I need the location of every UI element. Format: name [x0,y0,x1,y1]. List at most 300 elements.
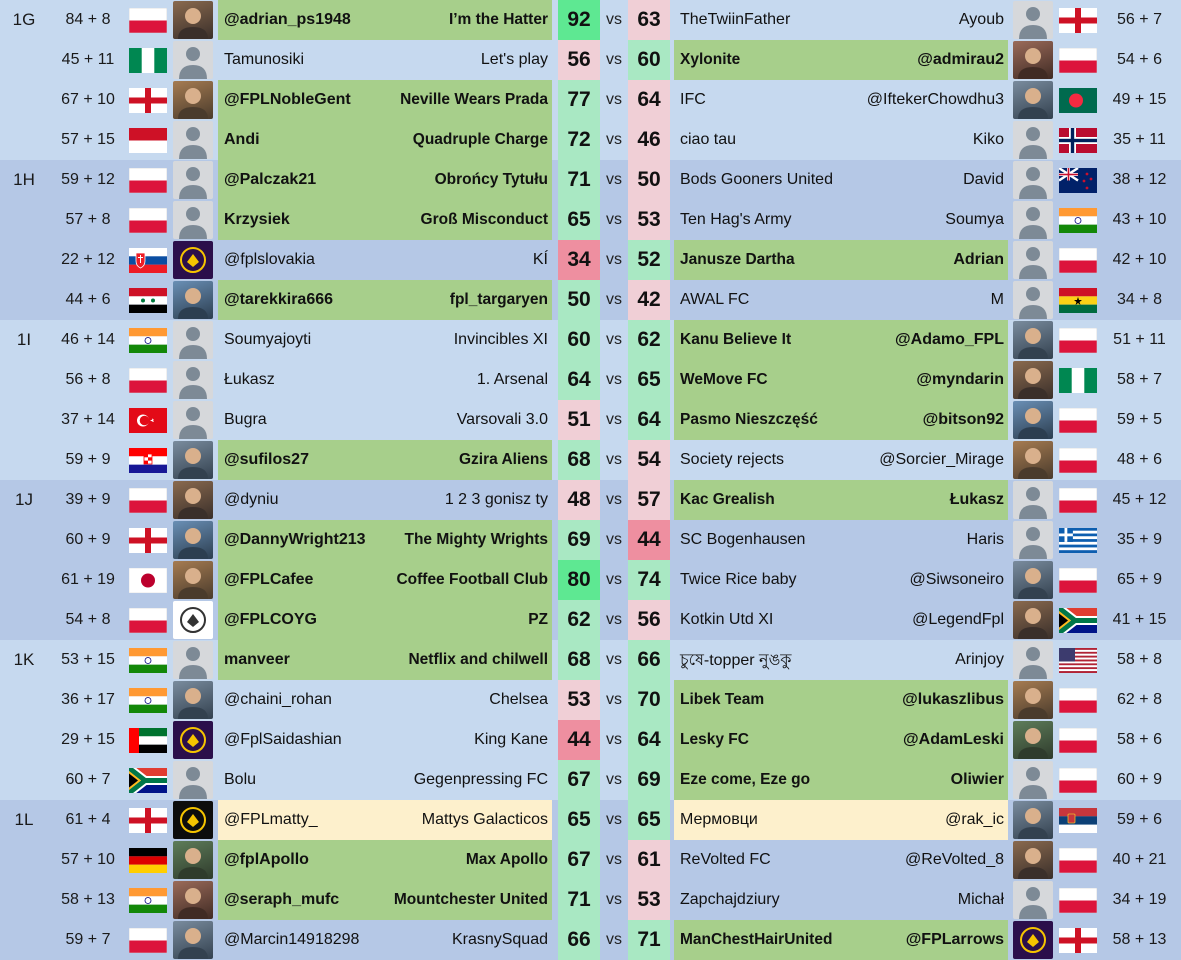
left-entry[interactable] [218,40,552,80]
right-score-value: 74 [637,568,661,591]
right-entry[interactable] [674,800,1008,840]
right-flag-poland-icon [1058,40,1098,80]
match-row [0,920,1181,960]
vs-label [600,240,628,280]
left-flag-poland-icon [128,360,168,400]
left-entry[interactable] [218,600,552,640]
left-points-value: 59 + 12 [61,171,115,188]
vs-text: vs [606,291,622,308]
right-score-value: 62 [637,328,661,351]
right-default-avatar-icon [1012,760,1054,800]
right-score [628,120,670,160]
left-points [48,480,128,520]
right-team-name: Libek Team [680,691,765,708]
right-entry[interactable] [674,400,1008,440]
left-points-value: 54 + 8 [65,611,111,628]
left-team-name: King Kane [474,731,548,748]
left-points [48,40,128,80]
right-entry[interactable] [674,0,1008,40]
left-photo-icon [172,680,214,720]
right-points-value: 34 + 19 [1112,891,1167,908]
right-flag-usa-icon [1058,640,1098,680]
right-entry[interactable] [674,720,1008,760]
group-label [0,40,48,80]
left-entry[interactable] [218,160,552,200]
right-manager-name: @LegendFpl [912,611,1004,628]
right-entry[interactable] [674,560,1008,600]
group-label [0,880,48,920]
right-manager-name: @ReVolted_8 [905,851,1004,868]
right-manager-name: @admirau2 [917,51,1004,68]
left-manager-name: @Marcin14918298 [224,931,360,948]
vs-text: vs [606,891,622,908]
left-entry[interactable] [218,560,552,600]
left-points [48,680,128,720]
vs-text: vs [606,251,622,268]
right-score [628,880,670,920]
right-team-name: Twice Rice baby [680,571,797,588]
left-score-value: 67 [567,848,591,871]
right-flag-norway-icon [1058,120,1098,160]
left-default-avatar-icon [172,320,214,360]
right-team-name: চুষে-topper নুঙকু [680,651,792,669]
left-points-value: 67 + 10 [61,91,115,108]
left-manager-name: @dyniu [224,491,279,508]
right-points-value: 59 + 5 [1117,411,1162,428]
left-entry[interactable] [218,400,552,440]
right-entry[interactable] [674,680,1008,720]
right-manager-name: @Sorcier_Mirage [879,451,1004,468]
left-points [48,640,128,680]
right-score [628,840,670,880]
right-points [1098,360,1181,400]
left-entry[interactable] [218,0,552,40]
right-points [1098,40,1181,80]
vs-text: vs [606,451,622,468]
match-row [0,760,1181,800]
left-points-value: 57 + 8 [65,211,111,228]
left-score-value: 66 [567,928,591,951]
left-score-value: 65 [567,808,591,831]
left-score-value: 92 [567,8,591,31]
right-points-value: 49 + 15 [1112,91,1167,108]
right-score-value: 64 [637,88,661,111]
left-score [558,120,600,160]
left-flag-indonesia-icon [128,120,168,160]
vs-text: vs [606,171,622,188]
right-points [1098,920,1181,960]
left-logo-icon [172,720,214,760]
right-team-name: Kanu Believe It [680,331,792,348]
right-points [1098,200,1181,240]
right-points-value: 41 + 15 [1112,611,1167,628]
right-points-value: 35 + 11 [1113,131,1166,148]
left-score-value: 71 [567,888,591,911]
left-team-name: Gegenpressing FC [413,771,548,788]
right-team-name: Kac Grealish [680,491,775,508]
right-score-value: 52 [637,248,661,271]
right-score-value: 53 [637,888,661,911]
right-team-name: IFC [680,91,706,108]
right-logo-icon [1012,920,1054,960]
match-row [0,840,1181,880]
group-label [0,800,48,840]
left-entry[interactable] [218,880,552,920]
left-manager-name: Krzysiek [224,211,290,228]
group-label [0,320,48,360]
right-entry[interactable] [674,280,1008,320]
right-flag-bangladesh-icon [1058,80,1098,120]
left-photo-icon [172,480,214,520]
match-row [0,400,1181,440]
right-entry[interactable] [674,200,1008,240]
group-label [0,280,48,320]
left-entry[interactable] [218,120,552,160]
left-score-value: 69 [567,528,591,551]
vs-label [600,600,628,640]
left-entry[interactable] [218,80,552,120]
vs-label [600,640,628,680]
left-photo-icon [172,0,214,40]
left-flag-india-icon [128,640,168,680]
right-points [1098,120,1181,160]
group-label [0,360,48,400]
right-flag-serbia-icon [1058,800,1098,840]
right-entry[interactable] [674,920,1008,960]
left-team-name: Max Apollo [465,851,548,868]
left-points [48,280,128,320]
right-score [628,40,670,80]
right-team-name: ciao tau [680,131,737,148]
vs-label [600,40,628,80]
right-score-value: 70 [637,688,661,711]
right-manager-name: @rak_ic [945,811,1004,828]
right-entry[interactable] [674,760,1008,800]
group-label [0,600,48,640]
right-flag-poland-icon [1058,240,1098,280]
group-label [0,920,48,960]
right-entry[interactable] [674,480,1008,520]
left-entry[interactable] [218,760,552,800]
left-team-name: KrasnySquad [451,931,548,948]
match-row [0,640,1181,680]
left-score [558,160,600,200]
left-entry[interactable] [218,640,552,680]
match-row [0,880,1181,920]
vs-text: vs [606,731,622,748]
right-default-avatar-icon [1012,160,1054,200]
left-team-name: Obrońcy Tytułu [434,171,548,188]
left-manager-name: Tamunosiki [224,51,305,68]
right-team-name: Мермовци [680,811,758,828]
left-points [48,760,128,800]
right-default-avatar-icon [1012,120,1054,160]
left-manager-name: @FplSaidashian [224,731,342,748]
left-score-value: 71 [567,168,591,191]
left-manager-name: manveer [224,651,290,668]
vs-text: vs [606,571,622,588]
right-entry[interactable] [674,120,1008,160]
vs-label [600,280,628,320]
right-team-name: AWAL FC [680,291,750,308]
left-points-value: 58 + 13 [61,891,115,908]
group-name: 1H [13,170,35,189]
left-flag-turkey-icon [128,400,168,440]
left-score-value: 77 [567,88,591,111]
right-manager-name: Soumya [945,211,1004,228]
left-points-value: 22 + 12 [61,251,115,268]
right-manager-name: @Siwsoneiro [909,571,1004,588]
left-score-value: 67 [567,768,591,791]
right-team-name: Lesky FC [680,731,749,748]
left-score [558,680,600,720]
right-points-value: 59 + 6 [1117,811,1162,828]
left-points-value: 61 + 19 [61,571,115,588]
left-score-value: 53 [567,688,591,711]
right-points-value: 58 + 8 [1117,651,1162,668]
right-entry[interactable] [674,240,1008,280]
right-entry[interactable] [674,40,1008,80]
right-team-name: TheTwiinFather [680,11,791,28]
right-score-value: 46 [637,128,661,151]
left-manager-name: @sufilos27 [224,451,309,468]
right-entry[interactable] [674,160,1008,200]
right-points [1098,840,1181,880]
left-entry[interactable] [218,440,552,480]
left-team-name: Coffee Football Club [396,571,548,588]
right-manager-name: @IftekerChowdhu3 [866,91,1004,108]
vs-text: vs [606,691,622,708]
right-points-value: 62 + 8 [1117,691,1162,708]
left-entry[interactable] [218,360,552,400]
left-team-name: 1. Arsenal [476,371,548,388]
right-entry[interactable] [674,320,1008,360]
right-flag-poland-icon [1058,480,1098,520]
right-score [628,600,670,640]
left-points [48,440,128,480]
right-points-value: 43 + 10 [1112,211,1167,228]
right-points [1098,600,1181,640]
left-points-value: 61 + 4 [65,811,111,828]
left-points-value: 84 + 8 [65,11,111,28]
left-flag-india-icon [128,880,168,920]
left-default-avatar-icon [172,400,214,440]
right-default-avatar-icon [1012,640,1054,680]
vs-label [600,880,628,920]
left-score-value: 68 [567,648,591,671]
vs-label [600,0,628,40]
left-points-value: 59 + 7 [65,931,111,948]
left-score-value: 80 [567,568,591,591]
vs-text: vs [606,91,622,108]
left-score [558,760,600,800]
left-score-value: 60 [567,328,591,351]
group-name: 1G [12,10,36,29]
left-photo-icon [172,80,214,120]
right-points-value: 58 + 13 [1112,931,1167,948]
left-photo-icon [172,840,214,880]
right-score-value: 71 [637,928,661,951]
left-default-avatar-icon [172,200,214,240]
right-default-avatar-icon [1012,240,1054,280]
right-points [1098,160,1181,200]
left-team-name: The Mighty Wrights [404,531,548,548]
right-score-value: 63 [637,8,661,31]
left-flag-england-icon [128,80,168,120]
right-team-name: Ten Hag's Army [680,211,792,228]
right-manager-name: @myndarin [916,371,1004,388]
left-score-value: 62 [567,608,591,631]
right-entry[interactable] [674,440,1008,480]
left-manager-name: @Palczak21 [224,171,317,188]
left-team-name: Let's play [480,51,548,68]
left-score-value: 48 [567,488,591,511]
group-label [0,480,48,520]
left-manager-name: @FPLmatty_ [224,811,318,828]
right-flag-south-africa-icon [1058,600,1098,640]
match-row [0,440,1181,480]
match-row [0,40,1181,80]
right-points-value: 34 + 8 [1117,291,1162,308]
left-team-name: Neville Wears Prada [400,91,548,108]
right-entry[interactable] [674,600,1008,640]
left-entry[interactable] [218,680,552,720]
right-score [628,800,670,840]
right-score-value: 65 [637,368,661,391]
right-team-name: Society rejects [680,451,785,468]
left-score [558,880,600,920]
left-entry[interactable] [218,200,552,240]
right-photo-icon [1012,560,1054,600]
group-name: 1I [16,330,32,349]
left-entry[interactable] [218,240,552,280]
right-flag-poland-icon [1058,440,1098,480]
right-points-value: 58 + 6 [1117,731,1162,748]
left-score [558,480,600,520]
right-entry[interactable] [674,880,1008,920]
vs-text: vs [606,851,622,868]
right-points-value: 65 + 9 [1117,571,1162,588]
right-photo-icon [1012,600,1054,640]
left-score-value: 50 [567,288,591,311]
right-score-value: 66 [637,648,661,671]
left-flag-slovakia-icon [128,240,168,280]
left-photo-icon [172,880,214,920]
left-team-name: fpl_targaryen [449,291,548,308]
vs-label [600,160,628,200]
right-score-value: 69 [637,768,661,791]
vs-text: vs [606,11,622,28]
left-team-name: PZ [528,611,548,628]
left-flag-poland-icon [128,0,168,40]
vs-label [600,440,628,480]
left-flag-croatia-icon [128,440,168,480]
right-manager-name: @Adamo_FPL [895,331,1004,348]
vs-label [600,760,628,800]
group-label [0,680,48,720]
right-points [1098,760,1181,800]
right-manager-name: M [990,291,1004,308]
left-points-value: 37 + 14 [61,411,115,428]
left-score [558,80,600,120]
left-score [558,320,600,360]
left-score [558,600,600,640]
right-points-value: 54 + 6 [1117,51,1162,68]
right-flag-greece-icon [1058,520,1098,560]
vs-label [600,200,628,240]
right-entry[interactable] [674,840,1008,880]
right-flag-poland-icon [1058,880,1098,920]
vs-text: vs [606,211,622,228]
left-score [558,400,600,440]
left-score [558,640,600,680]
left-score [558,720,600,760]
match-row [0,680,1181,720]
right-entry[interactable] [674,360,1008,400]
left-entry[interactable] [218,480,552,520]
left-points [48,360,128,400]
left-points-value: 60 + 9 [65,531,111,548]
right-team-name: SC Bogenhausen [680,531,806,548]
right-entry[interactable] [674,520,1008,560]
group-label [0,760,48,800]
left-score-value: 65 [567,208,591,231]
right-points [1098,640,1181,680]
left-entry[interactable] [218,520,552,560]
left-manager-name: @adrian_ps1948 [224,11,351,28]
vs-label [600,840,628,880]
left-entry[interactable] [218,800,552,840]
right-team-name: Zapchajdziury [680,891,780,908]
right-team-name: Kotkin Utd XI [680,611,774,628]
left-default-avatar-icon [172,160,214,200]
right-points [1098,520,1181,560]
right-score [628,240,670,280]
left-entry[interactable] [218,840,552,880]
left-points [48,320,128,360]
left-entry[interactable] [218,280,552,320]
right-entry[interactable] [674,80,1008,120]
vs-label [600,320,628,360]
right-points [1098,480,1181,520]
left-score [558,560,600,600]
right-score-value: 50 [637,168,661,191]
left-score-value: 56 [567,48,591,71]
left-entry[interactable] [218,320,552,360]
left-team-name: Gzira Aliens [458,451,548,468]
left-flag-poland-icon [128,200,168,240]
left-flag-germany-icon [128,840,168,880]
right-score [628,280,670,320]
left-team-name: KÍ [532,251,548,268]
left-score [558,200,600,240]
left-entry[interactable] [218,920,552,960]
left-default-avatar-icon [172,760,214,800]
left-flag-uae-icon [128,720,168,760]
left-entry[interactable] [218,720,552,760]
left-manager-name: @seraph_mufc [224,891,340,908]
right-entry[interactable] [674,640,1008,680]
left-team-name: I’m the Hatter [448,11,548,28]
left-photo-icon [172,440,214,480]
left-photo-icon [172,920,214,960]
group-label [0,400,48,440]
right-points-value: 48 + 6 [1117,451,1162,468]
left-team-name: Chelsea [489,691,548,708]
left-points [48,560,128,600]
right-points [1098,400,1181,440]
right-flag-england-icon [1058,920,1098,960]
